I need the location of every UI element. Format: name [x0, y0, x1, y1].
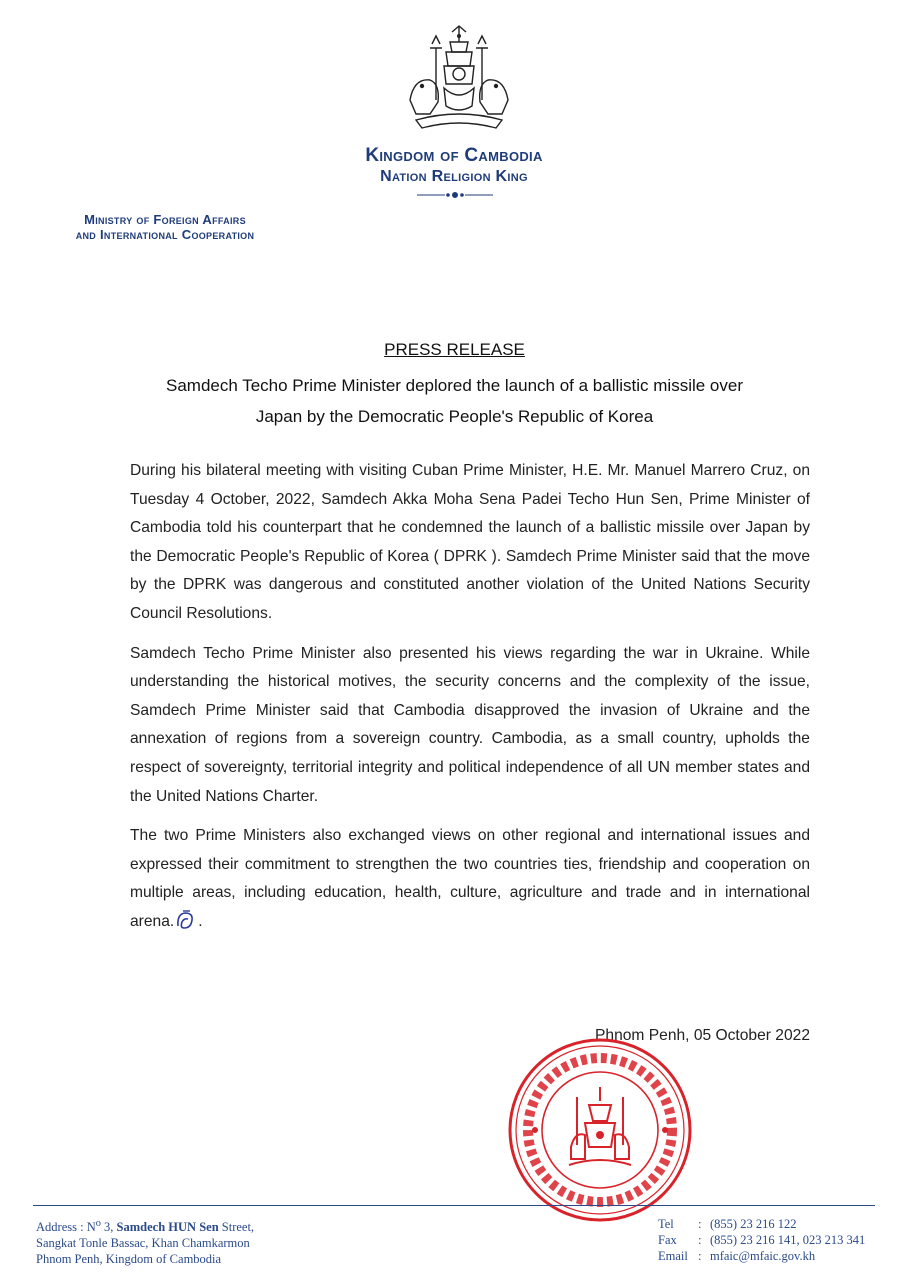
address-label: Address : N: [36, 1220, 96, 1235]
fax-label: Fax: [658, 1233, 677, 1247]
press-release-headline: [100, 370, 809, 432]
tel-separator: :: [698, 1217, 702, 1231]
paragraph-3-end: .: [198, 912, 203, 930]
address-line-3: Phnom Penh, Kingdom of Cambodia: [36, 1252, 222, 1267]
fax-value: (855) 23 216 141, 023 213 341: [710, 1233, 866, 1247]
ministry-name: [30, 212, 300, 242]
ministry-line-1: Ministry of Foreign Affairs: [84, 212, 246, 227]
royal-arms-emblem-icon: [400, 22, 518, 132]
email-value[interactable]: mfaic@mfaic.gov.kh: [710, 1249, 816, 1263]
contact-tel: [658, 1216, 898, 1232]
tel-label: Tel: [658, 1217, 674, 1231]
footer-address: [36, 1216, 416, 1267]
address-number: 3,: [100, 1220, 117, 1235]
footer-divider: [33, 1205, 875, 1206]
address-line-1: [36, 1216, 416, 1235]
fax-separator: :: [698, 1233, 702, 1247]
address-street-name: Samdech HUN Sen: [116, 1220, 219, 1235]
address-street-tail: Street,: [218, 1220, 255, 1235]
paragraph-3: [130, 822, 810, 936]
email-label: Email: [658, 1249, 688, 1263]
email-separator: :: [698, 1249, 702, 1263]
contact-email: [658, 1248, 898, 1264]
official-red-seal-icon: [505, 1035, 695, 1225]
press-release-label: PRESS RELEASE: [384, 340, 525, 359]
dateline: Phnom Penh, 05 October 2022: [595, 1027, 810, 1044]
headline-line-2: Japan by the Democratic People's Republic of Korea: [255, 407, 654, 426]
footer-contact: [658, 1216, 898, 1264]
handwritten-initial-icon: [174, 908, 198, 932]
national-motto: Nation Religion King: [380, 168, 528, 185]
paragraph-1: During his bilateral meeting with visiting Cuban Prime Minister, H.E. Mr. Manuel Marrero Cruz, on Tuesday 4 October, 2022, Samdech Akka Moha Sena Padei Techo Hun Sen, Prime Minister of Cambodia told his counterpart that he condemned the launch of a ballistic missile over Japan by the Democratic People's Republic of Korea ( DPRK ). Samdech Prime Minister said that the move by the DPRK was dangerous and constituted another violation of the United Nations Security Council Resolutions.: [130, 462, 810, 622]
address-line-2: Sangkat Tonle Bassac, Khan Chamkarmon: [36, 1236, 250, 1251]
ornament-divider-icon: [415, 190, 495, 200]
kingdom-heading: [300, 145, 608, 187]
address-number-sup: o: [95, 1218, 101, 1229]
press-release-body: [130, 457, 810, 948]
headline-line-1: Samdech Techo Prime Minister deplored the launch of a ballistic missile over: [165, 376, 743, 395]
paragraph-2: Samdech Techo Prime Minister also presented his views regarding the war in Ukraine. While understanding the historical motives, the security concerns and the complexity of the issue, Samdech Prime Minister said that Cambodia disapproved the invasion of Ukraine and the annexation of regions from a sovereign country. Cambodia, as a small country, upholds the respect of sovereignty, territorial integrity and political independence of all UN member states and the United Nations Charter.: [130, 644, 810, 805]
paragraph-3-text: The two Prime Ministers also exchanged views on other regional and international issues and expressed their commitment to strengthen the two countries ties, friendship and cooperation on multiple areas, including education, health, culture, agriculture and trade and in international arena.: [130, 827, 810, 930]
ministry-line-2: and International Cooperation: [75, 227, 255, 242]
kingdom-name: Kingdom of Cambodia: [365, 145, 543, 166]
contact-fax: [658, 1232, 898, 1248]
tel-value: (855) 23 216 122: [710, 1217, 797, 1231]
